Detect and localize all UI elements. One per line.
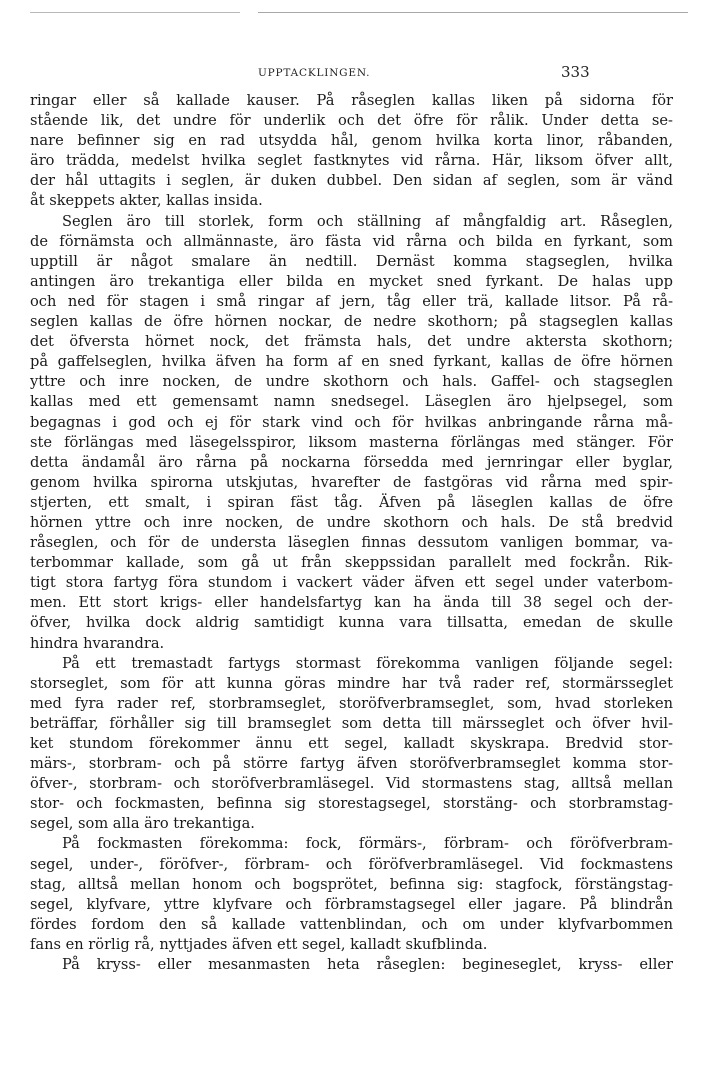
text-line: äro trädda, medelst hvilka seglet fastknytes vid rårna. Här, liksom öfver allt, bbox=[30, 152, 673, 170]
text-line: det öfversta hörnet nock, det främsta hals, det undre aktersta skothorn; bbox=[30, 333, 673, 351]
running-title: UPPTACKLINGEN. bbox=[258, 67, 371, 79]
text-line: segel, klyfvare, yttre klyfvare och förbramstagsegel eller jagare. På blindrån bbox=[30, 895, 673, 913]
text-line: stag, alltså mellan honom och bogsprötet, befinna sig: stagfock, förstängstag- bbox=[30, 875, 673, 893]
text-line: der hål uttagits i seglen, är duken dubbel. Den sidan af seglen, som är vänd bbox=[30, 172, 673, 190]
text-line: upptill är något smalare än nedtill. Dernäst komma stagseglen, hvilka bbox=[30, 252, 673, 270]
text-line: ste förlängas med läsegelsspiror, liksom masterna förlängas med stänger. För bbox=[30, 433, 673, 451]
text-line: stor- och fockmasten, befinna sig storestagsegel, storstäng- och storbramstag- bbox=[30, 795, 673, 813]
text-line: På fockmasten förekomma: fock, förmärs-, förbram- och föröfverbram- bbox=[62, 835, 673, 853]
page-number: 333 bbox=[561, 63, 590, 81]
text-line: märs-, storbram- och på större fartyg äfven storöfverbramseglet komma stor- bbox=[30, 755, 673, 773]
text-line: storseglet, som för att kunna göras mindre har två rader ref, stormärsseglet bbox=[30, 674, 673, 692]
text-line: och ned för stagen i små ringar af jern, tåg eller trä, kallade litsor. På rå- bbox=[30, 292, 673, 310]
text-line: antingen äro trekantiga eller bilda en mycket sned fyrkant. De halas upp bbox=[30, 272, 673, 290]
text-line: stående lik, det undre för underlik och det öfre för rålik. Under detta se- bbox=[30, 112, 673, 130]
text-line: På ett tremastadt fartygs stormast förekomma vanligen följande segel: bbox=[62, 654, 673, 672]
text-line: ringar eller så kallade kauser. På råseglen kallas liken på sidorna för bbox=[30, 92, 673, 109]
scan-edge-rule-left bbox=[30, 12, 240, 13]
text-line: terbommar kallade, som gå ut från skeppssidan parallelt med fockrån. Rik- bbox=[30, 554, 673, 572]
text-line: de förnämsta och allmännaste, äro fästa vid rårna och bilda en fyrkant, som bbox=[30, 232, 673, 250]
body-text bbox=[30, 91, 673, 975]
text-line: stjerten, ett smalt, i spiran fäst tåg. Äfven på läseglen kallas de öfre bbox=[30, 493, 673, 511]
text-line: råseglen, och för de understa läseglen finnas dessutom vanligen bommar, va- bbox=[30, 534, 673, 552]
text-line: seglen kallas de öfre hörnen nockar, de nedre skothorn; på stagseglen kallas bbox=[30, 313, 673, 331]
text-line: öfver, hvilka dock aldrig samtidigt kunna vara tillsatta, emedan de skulle bbox=[30, 614, 673, 632]
text-line: men. Ett stort krigs- eller handelsfartyg kan ha ända till 38 segel och der- bbox=[30, 594, 673, 612]
text-line: begagnas i god och ej för stark vind och för hvilkas anbringande rårna må- bbox=[30, 413, 673, 431]
text-line: hindra hvarandra. bbox=[30, 634, 165, 652]
text-line: ket stundom förekommer ännu ett segel, kalladt skyskrapa. Bredvid stor- bbox=[30, 735, 673, 752]
text-line: På kryss- eller mesanmasten heta råseglen: begineseglet, kryss- eller bbox=[62, 956, 673, 974]
text-line: nare befinner sig en rad utsydda hål, genom hvilka korta linor, råbanden, bbox=[30, 132, 673, 150]
text-line: fans en rörlig rå, nyttjades äfven ett segel, kalladt skufblinda. bbox=[30, 935, 488, 953]
text-line: segel, som alla äro trekantiga. bbox=[30, 815, 255, 833]
text-line: detta ändamål äro rårna på nockarna försedda med jernringar eller byglar, bbox=[30, 453, 673, 471]
text-line: öfver-, storbram- och storöfverbramläsegel. Vid stormastens stag, alltså mellan bbox=[30, 775, 673, 793]
text-line: kallas med ett gemensamt namn snedsegel. Läseglen äro hjelpsegel, som bbox=[30, 393, 673, 411]
text-line: beträffar, förhåller sig till bramseglet som detta till märsseglet och öfver hvil- bbox=[30, 714, 673, 732]
text-line: tigt stora fartyg föra stundom i vackert väder äfven ett segel under vaterbom- bbox=[30, 574, 673, 592]
text-line: Seglen äro till storlek, form och ställning af mångfaldig art. Råseglen, bbox=[62, 212, 673, 230]
text-line: åt skeppets akter, kallas insida. bbox=[30, 192, 263, 210]
scan-edge-rule-right bbox=[258, 12, 688, 13]
text-line: på gaffelseglen, hvilka äfven ha form af en sned fyrkant, kallas de öfre hörnen bbox=[30, 353, 673, 371]
text-line: yttre och inre nocken, de undre skothorn och hals. Gaffel- och stagseglen bbox=[30, 373, 673, 391]
text-line: fördes fordom den så kallade vattenblindan, och om under klyfvarbommen bbox=[30, 915, 673, 933]
text-line: segel, under-, föröfver-, förbram- och föröfverbramläsegel. Vid fockmastens bbox=[30, 855, 673, 873]
text-line: med fyra rader ref, storbramseglet, storöfverbramseglet, som, hvad storleken bbox=[30, 694, 673, 712]
text-line: hörnen yttre och inre nocken, de undre skothorn och hals. De stå bredvid bbox=[30, 513, 673, 531]
text-line: genom hvilka spirorna utskjutas, hvarefter de fastgöras vid rårna med spir- bbox=[30, 473, 673, 491]
